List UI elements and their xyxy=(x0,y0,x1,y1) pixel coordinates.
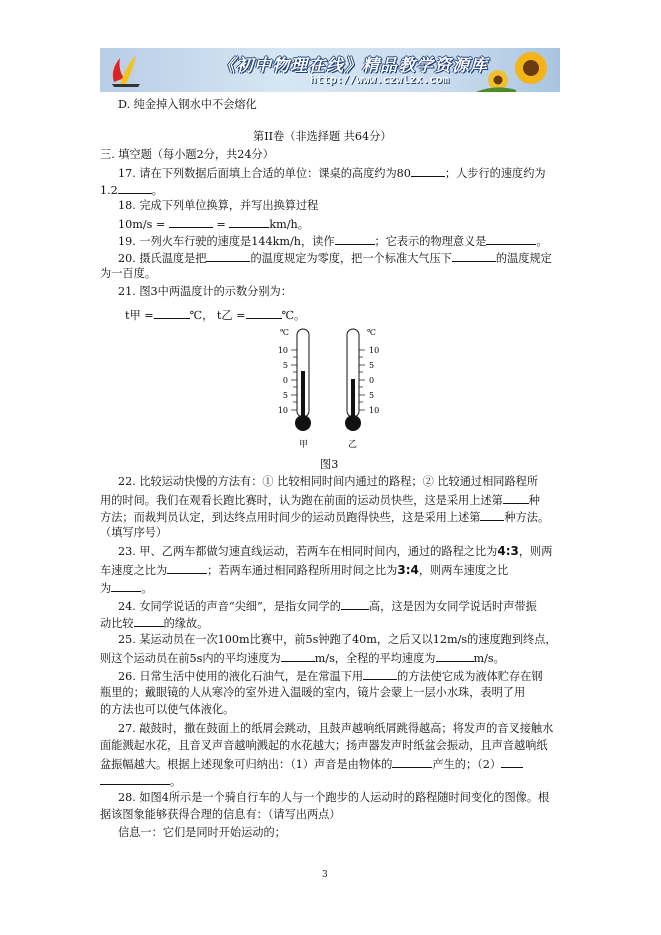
answer-blank[interactable] xyxy=(392,756,432,768)
question-22-line2: 用的时间。我们在观看长跑比赛时，认为跑在前面的运动员快些，这是采用上述第 种 xyxy=(100,494,540,507)
svg-text:℃: ℃ xyxy=(367,328,376,337)
answer-blank[interactable] xyxy=(246,307,282,319)
tick-label: 5 xyxy=(282,361,288,370)
tick-label: 10 xyxy=(277,346,288,355)
question-22-line3: 方法；而裁判员认定，到达终点用时间少的运动员跑得快些，这是采用上述第 种方法。 xyxy=(100,511,550,524)
svg-text:℃: ℃ xyxy=(280,328,289,337)
question-21: 21. 图3中两温度计的示数分别为： xyxy=(118,285,292,298)
answer-blank[interactable] xyxy=(486,233,536,245)
question-20-line2: 为一百度。 xyxy=(100,267,156,280)
question-25-line1: 25. 某运动员在一次100m比赛中，前5s钟跑了40m，之后又以12m/s的速度跑到终点， xyxy=(118,633,557,646)
answer-blank[interactable] xyxy=(335,233,375,245)
question-17-line1: 17. 请在下列数据后面填上合适的单位：课桌的高度约为80 ；人步行的速度约为 xyxy=(118,167,546,180)
answer-blank[interactable] xyxy=(452,250,496,262)
answer-blank[interactable] xyxy=(100,773,170,785)
question-26-line1: 26. 日常生活中使用的液化石油气，是在常温下用 的方法使它成为液体贮存在钢 xyxy=(118,670,543,683)
banner-title: 《初中物理在线》精品教学资源库 xyxy=(218,56,488,76)
answer-blank[interactable] xyxy=(154,307,190,319)
question-28-line2: 据该图象能够获得合理的信息有：（请写出两点） xyxy=(100,808,341,821)
tick-label: 5 xyxy=(282,391,288,400)
answer-blank[interactable] xyxy=(281,650,315,662)
figure-caption: 图3 xyxy=(320,458,339,471)
thermometer-figure xyxy=(272,325,392,455)
question-21-answers: t甲 = ℃， t乙 = ℃。 xyxy=(125,309,306,322)
tick-label: 0 xyxy=(282,376,288,385)
question-20-line1: 20. 摄氏温度是把 的温度规定为零度，把一个标准大气压下 的温度规定 xyxy=(118,252,552,265)
option-d: D. 纯金掉入钢水中不会熔化 xyxy=(118,98,257,111)
question-27-line3: 盆振幅越大。根据上述现象可归纳出：（1）声音是由物体的 产生的；（2） xyxy=(100,756,523,772)
question-22-line4: （填写序号） xyxy=(100,526,168,539)
answer-blank[interactable] xyxy=(134,615,164,627)
question-23-line3: 为 。 xyxy=(100,582,153,595)
answer-blank[interactable] xyxy=(436,650,474,662)
answer-blank[interactable] xyxy=(169,216,213,228)
question-24-line2: 动比较 的缘故。 xyxy=(100,617,209,630)
question-27-line2: 面能溅起水花，且音叉声音越响溅起的水花越大；扬声器发声时纸盆会振动，且声音越响纸 xyxy=(100,739,548,752)
svg-text:甲: 甲 xyxy=(299,440,309,450)
svg-text:乙: 乙 xyxy=(348,440,358,450)
question-27-line1: 27. 敲鼓时，撒在鼓面上的纸屑会跳动，且鼓声越响纸屑跳得越高；将发声的音叉接触水 xyxy=(118,722,554,735)
tick-label: 10 xyxy=(277,406,288,415)
question-26-line2: 瓶里的；戴眼镜的人从寒冷的室外进入温暖的室内，镜片会蒙上一层小水珠，表明了用 xyxy=(100,686,526,699)
question-28-line1: 28. 如图4所示是一个骑自行车的人与一个跑步的人运动时的路程随时间变化的图像。根 xyxy=(118,791,550,804)
answer-blank[interactable] xyxy=(480,509,504,521)
part-heading: 三. 填空题（每小题2分，共24分） xyxy=(100,148,274,161)
thermometer-jia xyxy=(278,328,311,450)
answer-blank[interactable] xyxy=(111,580,141,592)
question-18-conversion: 10m/s = = km/h。 xyxy=(118,218,309,231)
question-23-line1: 23. 甲、乙两车都做匀速直线运动，若两车在相同时间内，通过的路程之比为4:3，则两 xyxy=(118,544,553,558)
answer-blank[interactable] xyxy=(363,668,397,680)
answer-blank[interactable] xyxy=(118,182,152,194)
question-18: 18. 完成下列单位换算，并写出换算过程 xyxy=(118,199,319,212)
question-24-line1: 24. 女同学说话的声音“尖细”，是指女同学的 高，这是因为女同学说话时声带振 xyxy=(118,600,537,613)
tick-label: 10 xyxy=(369,406,380,415)
answer-blank[interactable] xyxy=(206,250,250,262)
question-23-line2: 车速度之比为 ；若两车通过相同路程所用时间之比为3:4，则两车速度之比 xyxy=(100,563,509,577)
site-logo-icon xyxy=(106,52,146,88)
answer-blank[interactable] xyxy=(341,598,369,610)
banner-url[interactable]: http://www.czwlzx.com xyxy=(310,73,450,86)
answer-blank[interactable] xyxy=(229,216,269,228)
tick-label: 0 xyxy=(369,376,375,385)
question-28-line3: 信息一：它们是同时开始运动的； xyxy=(118,826,286,839)
question-27-line4: 。 xyxy=(100,773,181,789)
tick-label: 5 xyxy=(369,391,375,400)
answer-blank[interactable] xyxy=(167,562,207,574)
question-19: 19. 一列火车行驶的速度是144km/h，读作 ；它表示的物理意义是 。 xyxy=(118,235,548,248)
question-25-line2: 则这个运动员在前5s内的平均速度为 m/s，全程的平均速度为 m/s。 xyxy=(100,652,505,665)
question-22-line1: 22. 比较运动快慢的方法有：① 比较相同时间内通过的路程；② 比较通过相同路程所 xyxy=(118,475,539,488)
sunflower-icon xyxy=(476,50,556,92)
question-17-line2: 1.2 。 xyxy=(100,184,163,197)
tick-label: 5 xyxy=(369,361,375,370)
answer-blank[interactable] xyxy=(503,492,529,504)
section-heading: 第II卷（非选择题 共64分） xyxy=(253,130,392,143)
question-26-line3: 的方法也可以使气体液化。 xyxy=(100,703,235,716)
tick-label: 10 xyxy=(369,346,380,355)
answer-blank[interactable] xyxy=(501,756,523,768)
thermometer-yi xyxy=(345,328,379,450)
page-number: 3 xyxy=(322,870,328,880)
header-banner xyxy=(100,48,560,92)
answer-blank[interactable] xyxy=(411,165,445,177)
